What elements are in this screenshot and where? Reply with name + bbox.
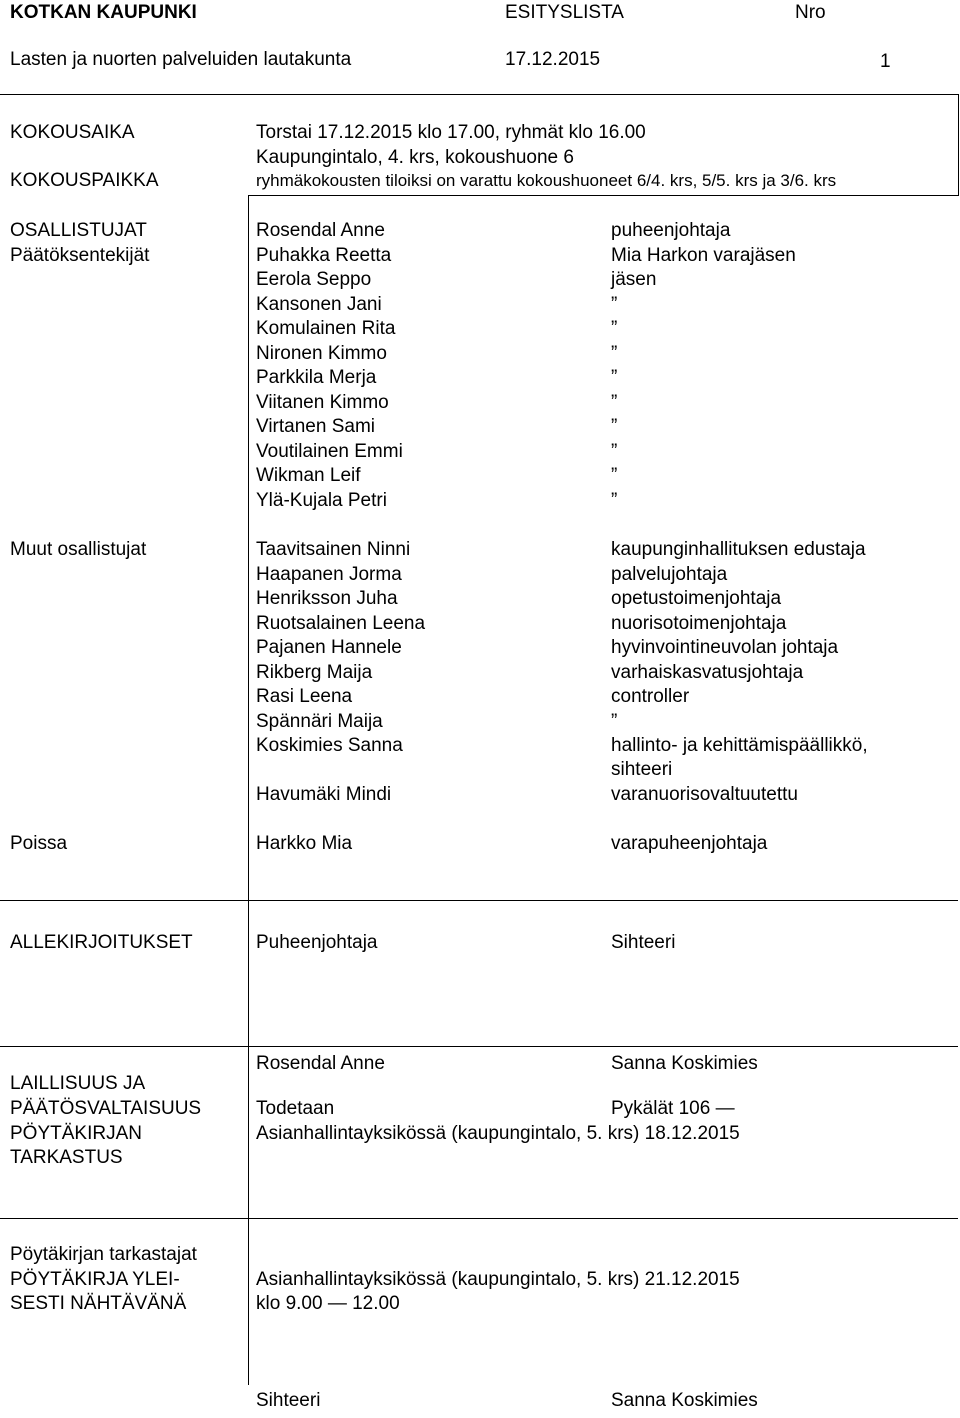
- secretary-label: Sihteeri: [611, 932, 676, 953]
- member-name: Voutilainen Emmi: [256, 441, 403, 462]
- member-name: Kansonen Jani: [256, 294, 382, 315]
- meeting-date: 17.12.2015: [505, 49, 601, 70]
- public-value-line2: klo 9.00 — 12.00: [256, 1293, 400, 1314]
- other-role: opetustoimenjohtaja: [611, 588, 782, 609]
- member-role: ”: [611, 392, 618, 413]
- other-role: palvelujohtaja: [611, 564, 728, 585]
- section-divider-signatures: [0, 900, 958, 901]
- other-role: controller: [611, 686, 690, 707]
- member-name: Rosendal Anne: [256, 220, 385, 241]
- nro-label: Nro: [795, 2, 826, 23]
- legality-sections: Pykälät 106 —: [611, 1098, 735, 1119]
- other-role: sihteeri: [611, 759, 673, 780]
- other-role: varanuorisovaltuutettu: [611, 784, 798, 805]
- meeting-place-line1: Kaupungintalo, 4. krs, kokoushuone 6: [256, 147, 574, 168]
- legality-label-line1: LAILLISUUS JA: [10, 1073, 146, 1094]
- other-name: Haapanen Jorma: [256, 564, 402, 585]
- member-name: Eerola Seppo: [256, 269, 372, 290]
- inspection-label-line2: TARKASTUS: [10, 1147, 123, 1168]
- committee-name: Lasten ja nuorten palveluiden lautakunta: [10, 49, 352, 70]
- other-role: hyvinvointineuvolan johtaja: [611, 637, 839, 658]
- footer-secretary-label: Sihteeri: [256, 1390, 321, 1411]
- other-name: Rikberg Maija: [256, 662, 373, 683]
- member-name: Parkkila Merja: [256, 367, 377, 388]
- other-role: ”: [611, 711, 618, 732]
- other-name: Ruotsalainen Leena: [256, 613, 426, 634]
- other-role: kaupunginhallituksen edustaja: [611, 539, 866, 560]
- page-number: 1: [880, 51, 891, 72]
- other-name: Koskimies Sanna: [256, 735, 403, 756]
- chair-label: Puheenjohtaja: [256, 932, 378, 953]
- absent-label: Poissa: [10, 833, 68, 854]
- meeting-time-label: KOKOUSAIKA: [10, 122, 135, 143]
- absent-role: varapuheenjohtaja: [611, 833, 768, 854]
- org-name: KOTKAN KAUPUNKI: [10, 2, 197, 23]
- meeting-time-value: Torstai 17.12.2015 klo 17.00, ryhmät klo 16.00: [256, 122, 646, 143]
- other-name: Taavitsainen Ninni: [256, 539, 411, 560]
- other-name: Henriksson Juha: [256, 588, 398, 609]
- member-role: ”: [611, 367, 618, 388]
- meeting-place-line2: ryhmäkokousten tiloiksi on varattu kokoushuoneet 6/4. krs, 5/5. krs ja 3/6. krs: [256, 171, 837, 190]
- absent-name: Harkko Mia: [256, 833, 353, 854]
- right-border: [958, 94, 959, 195]
- other-participants-label: Muut osallistujat: [10, 539, 147, 560]
- member-name: Komulainen Rita: [256, 318, 396, 339]
- member-role: Mia Harkon varajäsen: [611, 245, 796, 266]
- doc-type: ESITYSLISTA: [505, 2, 624, 23]
- chair-signature-name: Rosendal Anne: [256, 1053, 385, 1074]
- member-role: ”: [611, 416, 618, 437]
- other-role: hallinto- ja kehittämispäällikkö,: [611, 735, 868, 756]
- public-label-line2: SESTI NÄHTÄVÄNÄ: [10, 1293, 187, 1314]
- member-role: jäsen: [611, 269, 657, 290]
- meeting-box-bottom: [248, 195, 959, 196]
- other-name: Havumäki Mindi: [256, 784, 392, 805]
- member-role: ”: [611, 490, 618, 511]
- meeting-place-label: KOKOUSPAIKKA: [10, 170, 159, 191]
- inspectors-label: Pöytäkirjan tarkastajat: [10, 1244, 197, 1265]
- other-name: Spännäri Maija: [256, 711, 383, 732]
- member-name: Virtanen Sami: [256, 416, 375, 437]
- member-name: Ylä-Kujala Petri: [256, 490, 387, 511]
- decision-makers-label: Päätöksentekijät: [10, 245, 150, 266]
- public-label-line1: PÖYTÄKIRJA YLEI-: [10, 1269, 180, 1290]
- other-name: Pajanen Hannele: [256, 637, 402, 658]
- member-name: Viitanen Kimmo: [256, 392, 389, 413]
- public-value-line1: Asianhallintayksikössä (kaupungintalo, 5. krs) 21.12.2015: [256, 1269, 740, 1290]
- member-name: Wikman Leif: [256, 465, 361, 486]
- legality-value: Todetaan: [256, 1098, 335, 1119]
- other-role: nuorisotoimenjohtaja: [611, 613, 787, 634]
- column-divider: [248, 195, 249, 1385]
- member-role: ”: [611, 465, 618, 486]
- footer-secretary-name: Sanna Koskimies: [611, 1390, 758, 1411]
- other-name: Rasi Leena: [256, 686, 353, 707]
- member-role: ”: [611, 441, 618, 462]
- member-name: Nironen Kimmo: [256, 343, 387, 364]
- member-role: ”: [611, 343, 618, 364]
- legality-label-line2: PÄÄTÖSVALTAISUUS: [10, 1098, 202, 1119]
- top-border: [0, 94, 958, 95]
- secretary-signature-name: Sanna Koskimies: [611, 1053, 758, 1074]
- member-role: ”: [611, 318, 618, 339]
- other-role: varhaiskasvatusjohtaja: [611, 662, 804, 683]
- signatures-label: ALLEKIRJOITUKSET: [10, 932, 193, 953]
- member-role: ”: [611, 294, 618, 315]
- participants-label: OSALLISTUJAT: [10, 220, 147, 241]
- member-name: Puhakka Reetta: [256, 245, 392, 266]
- inspection-value: Asianhallintayksikössä (kaupungintalo, 5. krs) 18.12.2015: [256, 1123, 740, 1144]
- member-role: puheenjohtaja: [611, 220, 731, 241]
- inspection-label-line1: PÖYTÄKIRJAN: [10, 1123, 142, 1144]
- section-divider-inspectors: [0, 1218, 958, 1219]
- section-divider-legality: [0, 1046, 958, 1047]
